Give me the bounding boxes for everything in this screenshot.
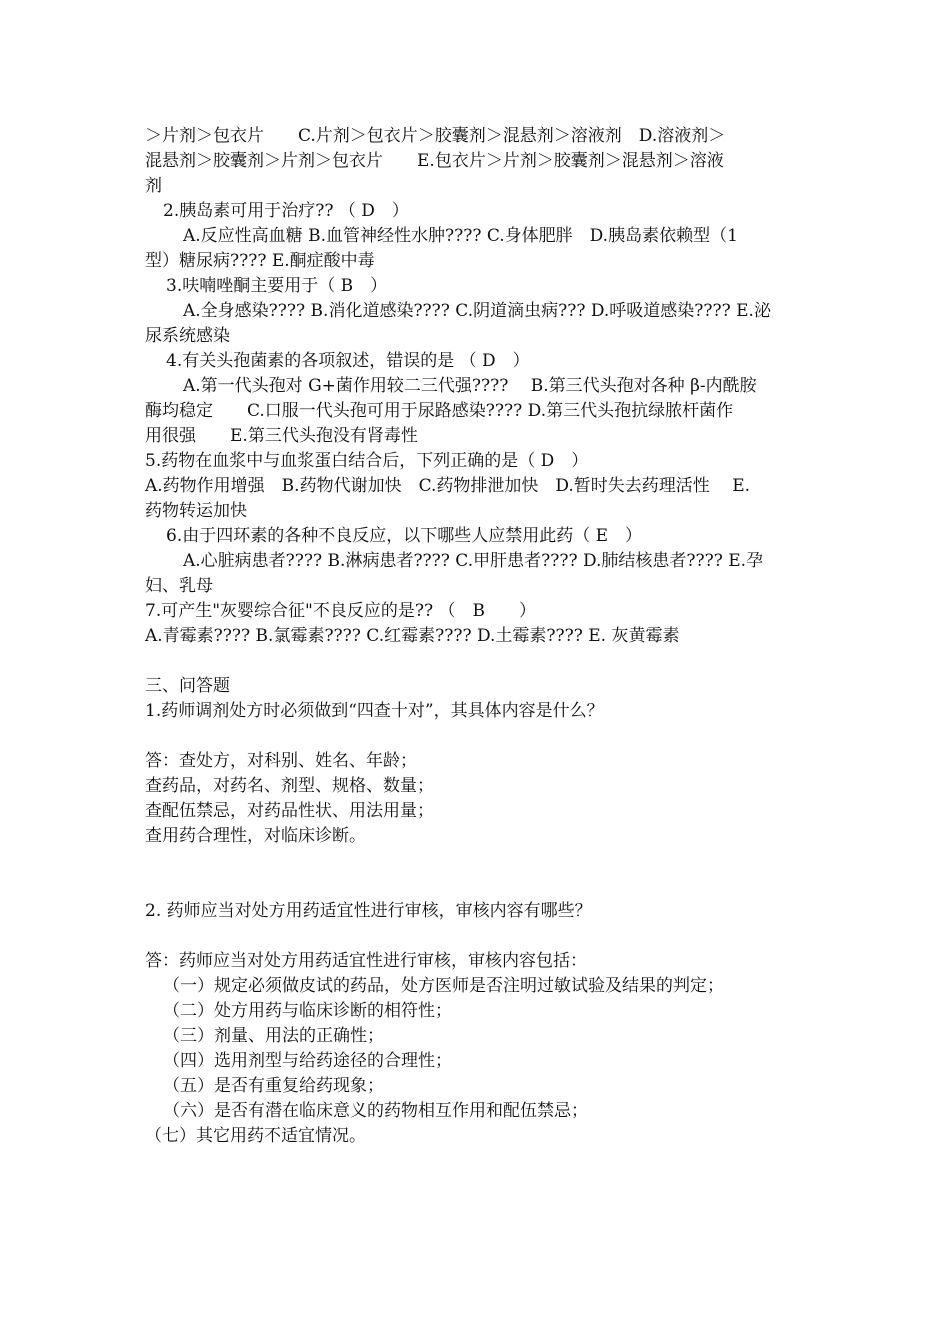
question-2: 2.胰岛素可用于治疗?? （ D ） bbox=[163, 201, 409, 221]
answer-item: （六）是否有潜在临床意义的药物相互作用和配伍禁忌； bbox=[163, 1101, 588, 1121]
answer-item: （五）是否有重复给药现象； bbox=[163, 1076, 384, 1096]
text-line: 型）糖尿病???? E.酮症酸中毒 bbox=[145, 251, 375, 271]
essay-question-2: 2. 药师应当对处方用药适宜性进行审核，审核内容有哪些？ bbox=[145, 901, 592, 921]
text-line: ＞片剂＞包衣片 C.片剂＞包衣片＞胶囊剂＞混悬剂＞溶液剂 D.溶液剂＞ bbox=[145, 126, 726, 146]
essay-question-1: 1.药师调剂处方时必须做到“四查十对”，其具体内容是什么？ bbox=[145, 701, 604, 721]
answer-line: 查配伍禁忌，对药品性状、用法用量； bbox=[145, 801, 434, 821]
question-3: 3.呋喃唑酮主要用于（ B ） bbox=[166, 276, 388, 296]
text-line: 尿系统感染 bbox=[145, 326, 230, 346]
text-line: 酶均稳定 C.口服一代头孢可用于尿路感染???? D.第三代头孢抗绿脓杆菌作 bbox=[145, 401, 734, 421]
text-line: A.全身感染???? B.消化道感染???? C.阴道滴虫病??? D.呼吸道感染???? E.泌 bbox=[183, 301, 771, 321]
answer-line: 答：查处方，对科别、姓名、年龄； bbox=[145, 751, 417, 771]
text-line: A.心脏病患者???? B.淋病患者???? C.甲肝患者???? D.肺结核患者???? E.孕 bbox=[183, 551, 764, 571]
answer-line: 查药品，对药名、剂型、规格、数量； bbox=[145, 776, 434, 796]
text-line: 剂 bbox=[145, 176, 162, 196]
answer-line: 查用药合理性，对临床诊断。 bbox=[145, 826, 366, 846]
answer-line: 答：药师应当对处方用药适宜性进行审核，审核内容包括： bbox=[145, 951, 587, 971]
text-line: 药物转运加快 bbox=[145, 501, 247, 521]
text-line: A.青霉素???? B.氯霉素???? C.红霉素???? D.土霉素???? E. 灰黄霉素 bbox=[145, 626, 680, 646]
answer-item: （四）选用剂型与给药途径的合理性； bbox=[163, 1051, 452, 1071]
text-line: 用很强 E.第三代头孢没有肾毒性 bbox=[145, 426, 418, 446]
text-line: 妇、乳母 bbox=[145, 576, 213, 596]
answer-item: （七）其它用药不适宜情况。 bbox=[145, 1126, 366, 1146]
text-line: A.第一代头孢对 G+菌作用较二三代强???? B.第三代头孢对各种 β-内酰胺 bbox=[183, 376, 757, 396]
answer-item: （三）剂量、用法的正确性； bbox=[163, 1026, 384, 1046]
answer-item: （一）规定必须做皮试的药品，处方医师是否注明过敏试验及结果的判定； bbox=[163, 976, 724, 996]
answer-item: （二）处方用药与临床诊断的相符性； bbox=[163, 1001, 452, 1021]
text-line: A.药物作用增强 B.药物代谢加快 C.药物排泄加快 D.暂时失去药理活性 E. bbox=[145, 476, 751, 496]
text-line: A.反应性高血糖 B.血管神经性水肿???? C.身体肥胖 D.胰岛素依赖型（1 bbox=[183, 226, 738, 246]
question-6: 6.由于四环素的各种不良反应，以下哪些人应禁用此药（ E ） bbox=[166, 526, 643, 546]
question-7: 7.可产生"灰婴综合征"不良反应的是?? （ B ） bbox=[145, 601, 536, 621]
text-line: 混悬剂＞胶囊剂＞片剂＞包衣片 E.包衣片＞片剂＞胶囊剂＞混悬剂＞溶液 bbox=[145, 151, 724, 171]
question-4: 4.有关头孢菌素的各项叙述，错误的是 （ D ） bbox=[166, 351, 530, 371]
question-5: 5.药物在血浆中与血浆蛋白结合后，下列正确的是（ D ） bbox=[145, 451, 589, 471]
section-heading: 三、问答题 bbox=[145, 676, 230, 696]
